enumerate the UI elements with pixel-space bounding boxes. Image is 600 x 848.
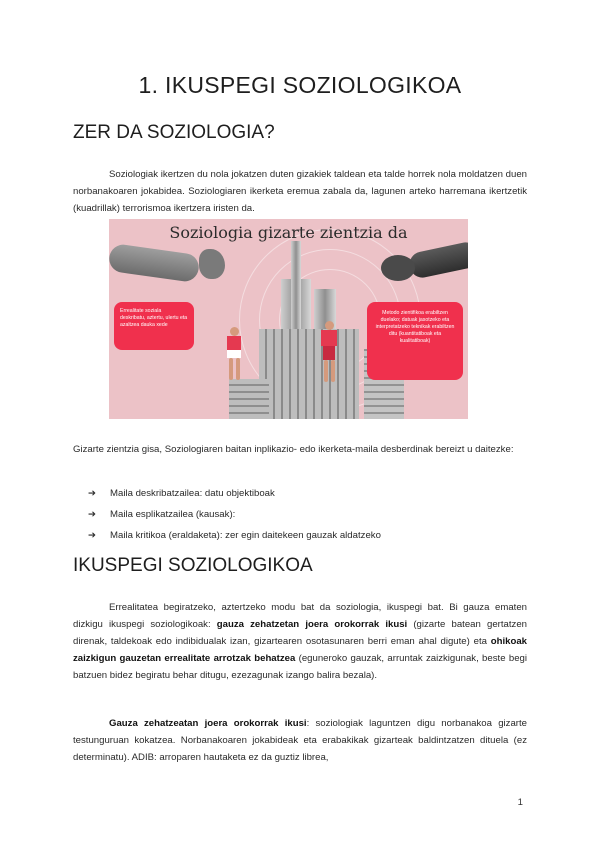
section-heading-soziologia: ZER DA SOZIOLOGIA? [73,122,275,143]
p1-bold-2: ohikoak zaizkigun gauzetan errealitate arrotzak behatzea [73,636,527,664]
ikuspegi-paragraph-2 [73,715,527,766]
list-item-text: Maila deskribatzailea: datu objektiboak [110,488,275,499]
p1-text-c: (gizarte batean gertatzen direnak, taldekoak edo indibidualak izan, gizartearen osotasunaren berri eman ahal digute) eta [73,619,527,647]
list-item-text: Maila kritikoa (eraldaketa): zer egin daitekeen gauzak aldatzeko [110,530,381,541]
left-arm-graphic [109,243,201,283]
levels-intro-paragraph: Gizarte zientzia gisa, Soziologiaren baitan inplikazio- edo ikerketa-maila desberdinak bereizt u daitezke: [73,444,514,455]
p2-bold: Gauza zehatzeatan joera orokorrak ikusi [109,718,307,729]
sociology-poster-image [109,219,468,419]
intro-paragraph [73,166,527,217]
list-item-text: Maila esplikatzailea (kausak): [110,509,236,520]
p1-bold-1: gauza zehatzetan joera orokorrak ikusi [216,619,408,630]
page-number: 1 [517,797,523,808]
list-item [88,527,381,548]
poster-title: Soziologia gizarte zientzia da [169,223,408,242]
poster-box-left: Errealitate soziala deskribatu, aztertu, ulertu eta azaltzea dauka xede [114,302,194,350]
poster-box-right: Metodo zientifikoa erabiltzen duelako; datuak jasotzeko eta interpretatzeko teknikak erabiltzen ditu (kuantitatiboak eta kualitatiboak) [367,302,463,380]
left-hand-graphic [199,249,225,279]
right-hand-graphic [381,255,415,281]
ikuspegi-paragraph-1 [73,599,527,684]
p1-text-d: (eguneroko gauzak, arruntak zaizkigunak, beste begi batzuen bidez begiratu behar ditugu, ezezagunak izango balira bezala). [73,653,527,681]
arrow-bullet-icon: ➔ [88,488,97,499]
list-item [88,485,381,506]
right-arm-graphic [407,240,468,280]
p2-text: : soziologiak laguntzen digu norbanakoa gizarte testunguruan kokatzea. Norbanakoaren jokabideak eta erabakikak gizarteak baldintzatzen dituela (ez determinatu). ADIB: arroparen hautaketa ez da guztiz librea, [73,718,527,763]
arrow-bullet-icon: ➔ [88,509,97,520]
page-title: 1. IKUSPEGI SOZIOLOGIKOA [138,72,462,98]
list-item [88,506,381,527]
levels-list [88,485,381,548]
section-heading-ikuspegi: IKUSPEGI SOZIOLOGIKOA [73,555,313,576]
intro-text: Soziologiak ikertzen du nola jokatzen duten gizakiek taldean eta talde horrek nola moldatzen duen norbanakoaren jokabidea. Soziologiaren ikerketa eremua zabala da, lagunen arteko harremana ikertzetik (kuadrillak) terrorismoa ikertzera iristen da. [73,169,527,214]
p1-text-a: Errealitatea begiratzeko, aztertzeko modu bat da soziologia, ikuspegi bat. Bi gauza ematen dizkigu ikuspegi soziologikoak: [73,602,527,630]
arrow-bullet-icon: ➔ [88,530,97,541]
